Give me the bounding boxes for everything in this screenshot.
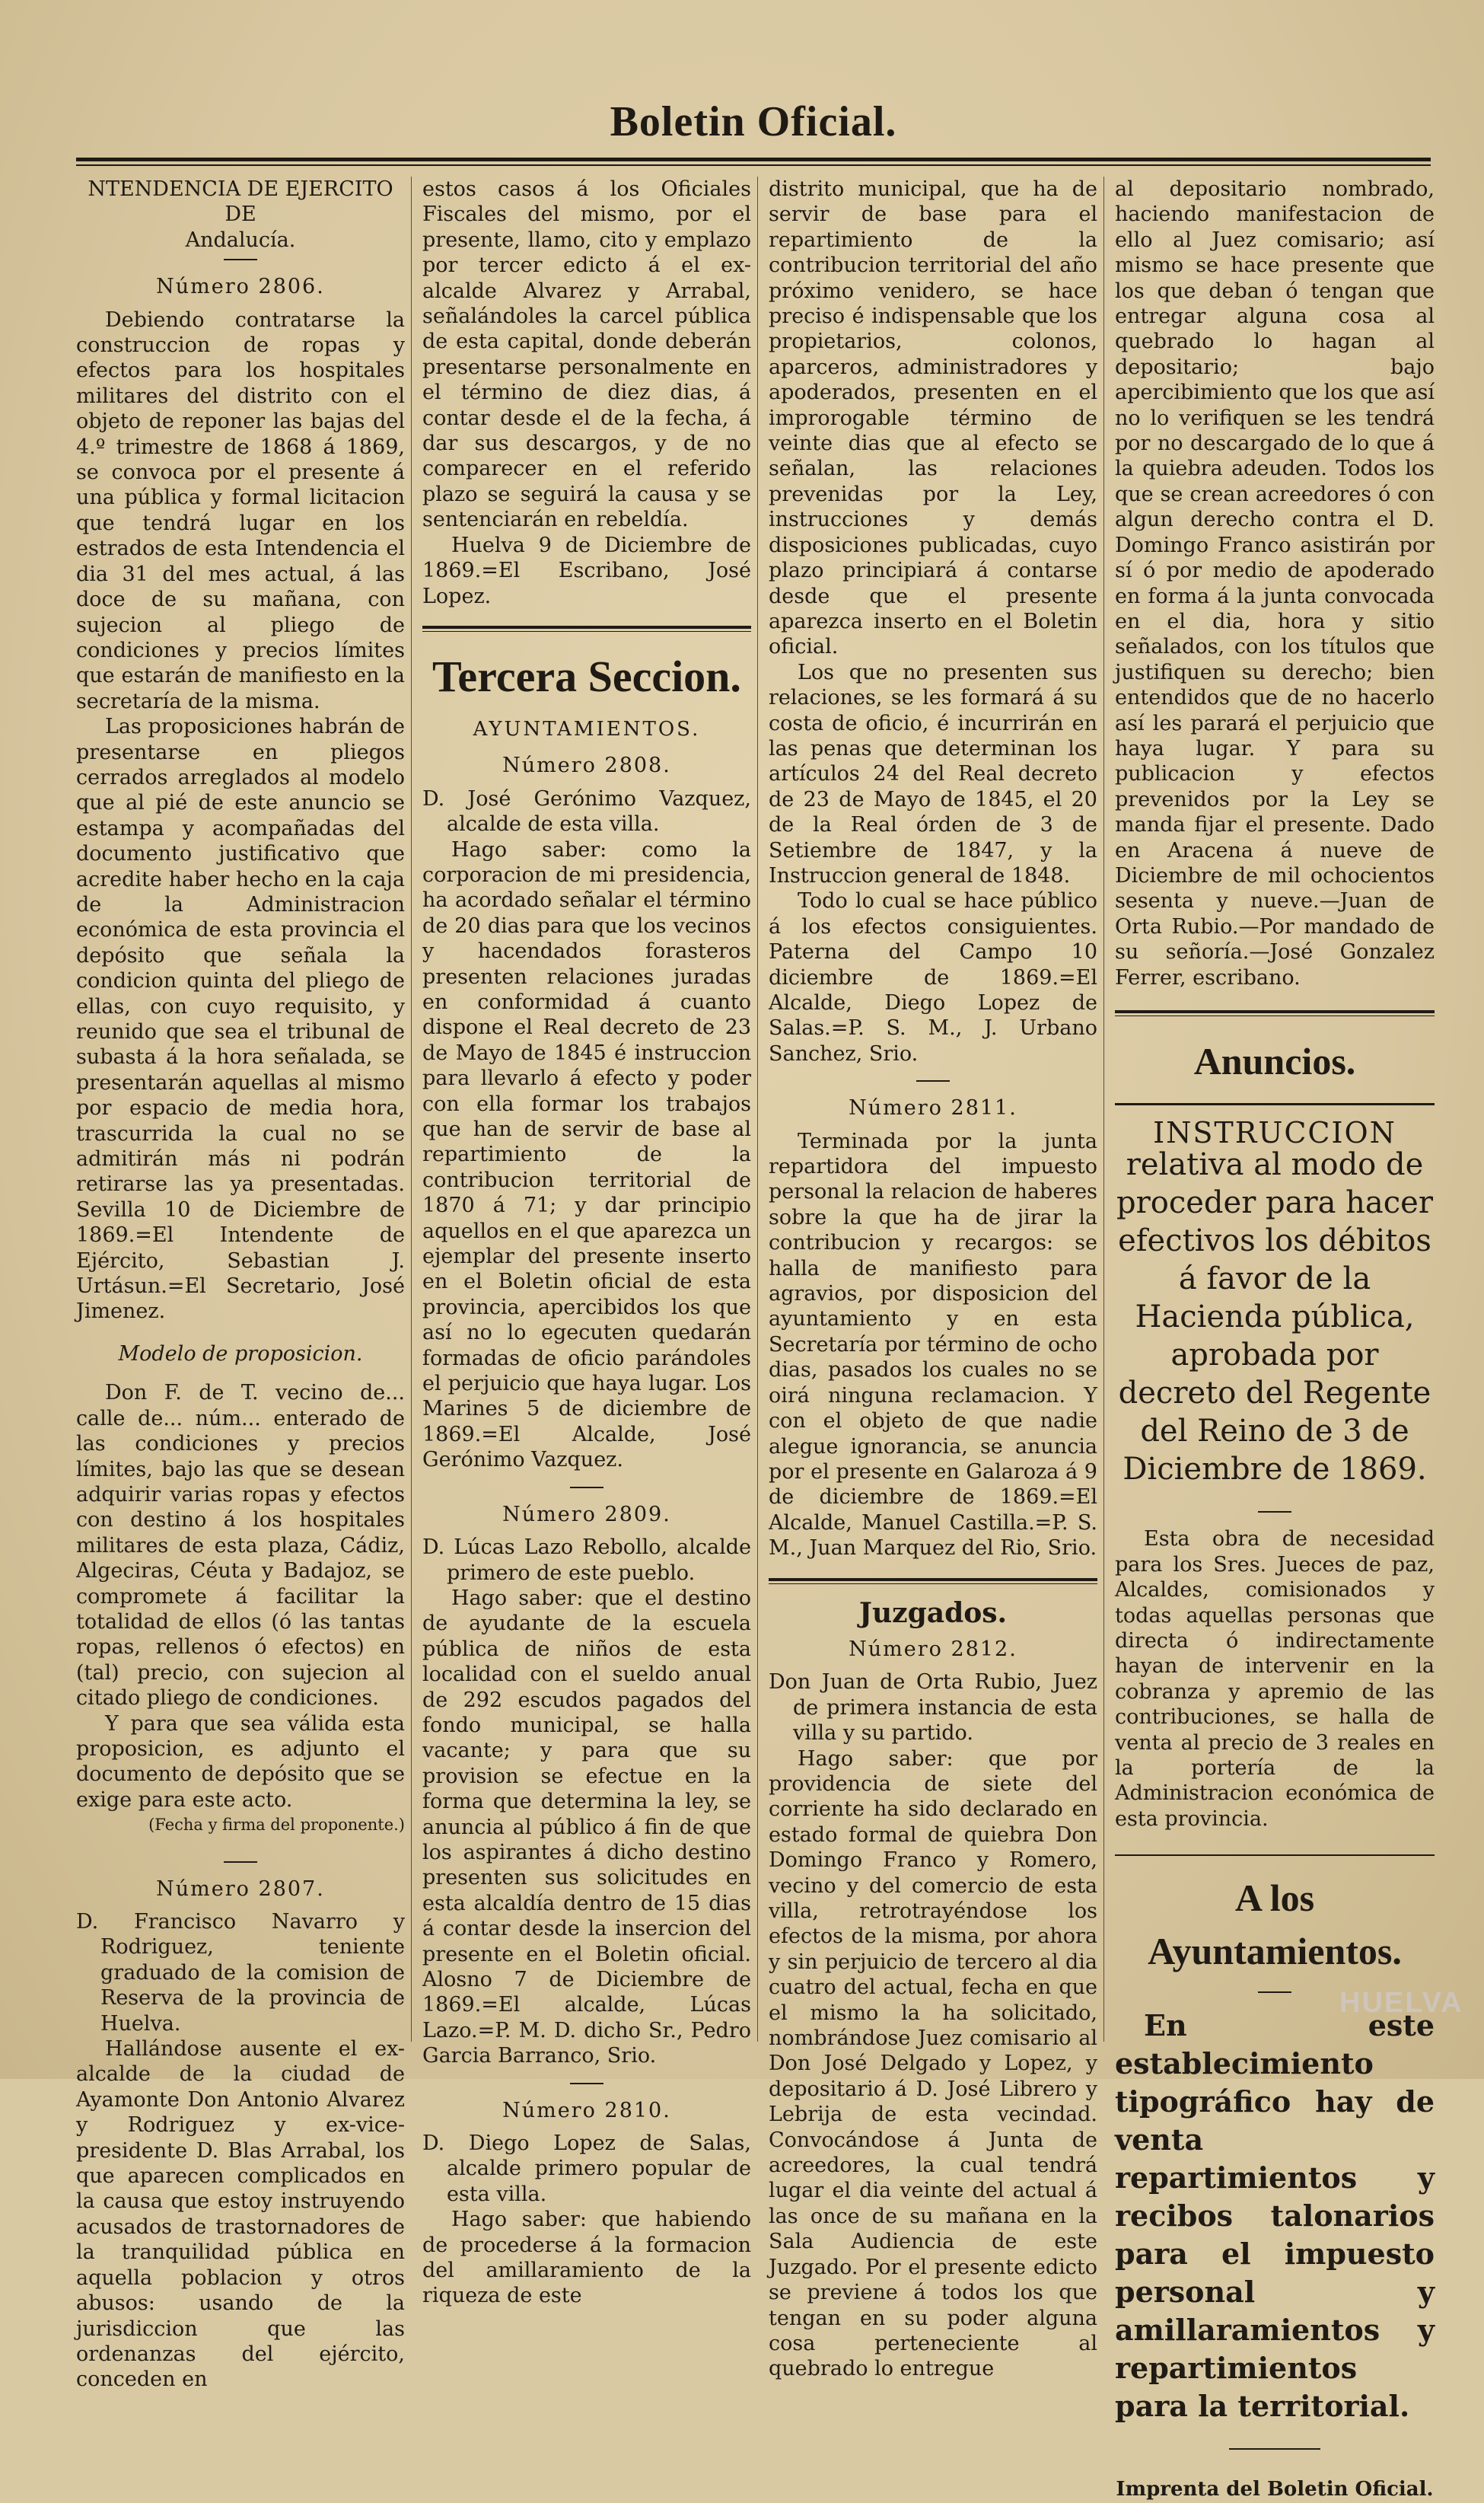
paragraph: Hago saber: que habiendo de procederse á la formacion del amillaramiento de la riqueza de este bbox=[422, 2208, 751, 2308]
instruccion-title: INSTRUCCION bbox=[1153, 1116, 1396, 1149]
masthead-rule bbox=[76, 158, 1431, 161]
intendencia-subheading: Andalucía. bbox=[185, 228, 296, 252]
notice-number: Número 2811. bbox=[849, 1096, 1017, 1121]
section-rule bbox=[1115, 1103, 1435, 1105]
section-rule bbox=[422, 626, 751, 632]
instruccion-body: relativa al modo de proceder para hacer efectivos los débitos á favor de la Hacienda pública, aprobada por decreto del Regente del Reino de 3 de Diciembre de 1869. bbox=[1116, 1147, 1433, 1487]
paragraph: estos casos á los Oficiales Fiscales del mismo, por el presente, llamo, cito y emplazo por tercer edicto á el ex-alcalde Alvarez y Arrabal, señalándoles la carcel pública de esta capital, donde deberán presentarse personalmente en el término de diez dias, á contar desde el de la fecha, á dar sus descargos, y de no comparecer en el referido plazo se seguirá la causa y se sentenciarán en rebeldía. bbox=[422, 177, 751, 532]
paragraph: Hallándose ausente el ex-alcalde de la ciudad de Ayamonte Don Antonio Alvarez y Rodriguez y ex-vice-presidente D. Blas Arrabal, los que aparecen complicados en la causa que estoy instruyendo acusados de trastornadores de la tranquilidad pública en aquella poblacion y otros abusos: usando de la jurisdiccion que las ordenanzas del ejército, conceden en bbox=[76, 2037, 405, 2392]
column-4 bbox=[1115, 177, 1435, 2503]
divider bbox=[570, 2083, 603, 2084]
modelo-heading: Modelo de proposicion. bbox=[118, 1341, 363, 1366]
paragraph: D. Diego Lopez de Salas, alcalde primero popular de esta villa. bbox=[422, 2132, 751, 2206]
column-separator bbox=[1103, 177, 1104, 2042]
paragraph: En este establecimiento tipográfico hay de venta repartimientos y recibos talonarios para el impuesto personal y amillaramientos y repartimientos para la territorial. bbox=[1115, 2008, 1435, 2424]
intendencia-heading: NTENDENCIA DE EJERCITO DE bbox=[88, 177, 393, 227]
paragraph: Terminada por la junta repartidora del impuesto personal la relacion de haberes sobre la que ha de jirar la contribucion y recargos: se halla de manifiesto para agravios, por disposicion del ayuntamiento y en esta Secretaría por término de ocho dias, pasados los cuales no se oirá ninguna reclamacion. Y con el objeto de que nadie alegue ignorancia, se anuncia por el presente en Galaroza á 9 de diciembre de 1869.=El Alcalde, Manuel Castilla.=P. S. M., Juan Marquez del Rio, Srio. bbox=[769, 1129, 1097, 1561]
ayuntamientos-title: A los Ayuntamientos. bbox=[1148, 1876, 1402, 1973]
archive-watermark: HUELVA bbox=[1339, 1987, 1463, 2019]
paragraph: D. Lúcas Lazo Rebollo, alcalde primero de este pueblo. bbox=[422, 1535, 751, 1585]
juzgados-heading: Juzgados. bbox=[858, 1596, 1008, 1629]
notice-number: Número 2807. bbox=[156, 1876, 325, 1901]
paragraph: Huelva 9 de Diciembre de 1869.=El Escribano, José Lopez. bbox=[422, 533, 751, 608]
column-1 bbox=[76, 177, 405, 2393]
paragraph: Debiendo contratarse la construccion de ropas y efectos para los hospitales militares del distrito con el objeto de reponer las bajas del 4.º trimestre de 1868 á 1869, se convoca por el presente á una pública y formal licitacion que tendrá lugar en los estrados de esta Intendencia el dia 31 del mes actual, á las doce de su mañana, con sujecion al pliego de condiciones y precios límites que estarán de manifiesto en la secretaría de la misma. bbox=[76, 308, 405, 713]
divider bbox=[916, 1080, 950, 1082]
paragraph: Todo lo cual se hace público á los efectos consiguientes. Paterna del Campo 10 diciembre de 1869.=El Alcalde, Diego Lopez de Salas.=P. S. M., J. Urbano Sanchez, Srio. bbox=[769, 889, 1097, 1066]
paragraph: Hago saber: que por providencia de siete del corriente ha sido declarado en estado formal de quiebra Don Domingo Franco y Romero, vecino y del comercio de esta villa, retrotrayéndose los efectos de la misma, por ahora y sin perjuicio de tercero al dia cuatro del actual, fecha en que el mismo la ha solicitado, nombrándose Juez comisario al Don José Delgado y Lopez, y depositario á D. José Librero y Lebrija de esta vecindad. Convocándose á Junta de acreedores, la cual tendrá lugar el dia veinte del actual á las once de su mañana en la Sala Audiencia de este Juzgado. Por el presente edicto se previene á todos los que tengan en su poder alguna cosa perteneciente al quebrado lo entregue bbox=[769, 1746, 1097, 2381]
paragraph: D. José Gerónimo Vazquez, alcalde de esta villa. bbox=[422, 786, 751, 837]
notice-number: Número 2812. bbox=[849, 1637, 1017, 1661]
paragraph: D. Francisco Navarro y Rodriguez, teniente graduado de la comision de Reserva de la provincia de Huelva. bbox=[76, 1910, 405, 2036]
divider bbox=[224, 1861, 257, 1863]
printer-imprint: Imprenta del Boletin Oficial. bbox=[1116, 2478, 1434, 2501]
masthead-title: Boletin Oficial. bbox=[610, 98, 897, 145]
notice-number: Número 2810. bbox=[502, 2098, 671, 2122]
typography-ad bbox=[1115, 2007, 1435, 2425]
divider bbox=[1229, 2448, 1320, 2450]
section-subtitle: AYUNTAMIENTOS. bbox=[473, 717, 701, 741]
section-rule bbox=[1115, 1010, 1435, 1016]
masthead-rule-thin bbox=[76, 164, 1431, 166]
signature-note: (Fecha y firma del proponente.) bbox=[148, 1816, 405, 1835]
column-2 bbox=[422, 177, 751, 2309]
paragraph: distrito municipal, que ha de servir de base para el repartimiento de la contribucion territorial del año próximo venidero, se hace preciso é indispensable que los propietarios, colonos, aparceros, administradores y apoderados, presenten en el improrogable término de veinte dias que al efecto se señalan, las relaciones prevenidas por la Ley, instrucciones y demás disposiciones publicadas, cuyo plazo principiará á contarse desde que el presente aparezca inserto en el Boletin oficial. bbox=[769, 177, 1097, 659]
anuncios-title: Anuncios. bbox=[1193, 1040, 1356, 1083]
divider bbox=[224, 259, 257, 260]
notice-number: Número 2806. bbox=[156, 275, 325, 299]
divider bbox=[570, 1487, 603, 1488]
divider bbox=[1258, 1991, 1291, 1993]
paragraph: Don Juan de Orta Rubio, Juez de primera instancia de esta villa y su partido. bbox=[769, 1670, 1097, 1746]
paragraph: Esta obra de necesidad para los Sres. Jueces de paz, Alcaldes, comisionados y todas aquellas personas que directa ó indirectamente hayan de intervenir en la cobranza y apremio de las contribuciones, se halla de venta al precio de 3 reales en la portería de la Administracion económica de esta provincia. bbox=[1115, 1527, 1435, 1831]
paragraph: Los que no presenten sus relaciones, se les formará á su costa de oficio, é incurrirán en las penas que determinan los artículos 24 del Real decreto de 23 de Mayo de 1845, el 20 de la Real órden de 3 de Setiembre de 1847, y la Instruccion general de 1848. bbox=[769, 660, 1097, 888]
notice-number: Número 2808. bbox=[502, 754, 671, 778]
divider bbox=[1258, 1511, 1291, 1513]
column-separator bbox=[411, 177, 412, 2042]
paragraph: Hago saber: que el destino de ayudante de la escuela pública de niños de esta localidad con el sueldo anual de 292 escudos pagados del fondo municipal, se halla vacante; y para que su provision se efectue en la forma que determina la ley, se anuncia al público á fin de que los aspirantes á dicho destino presenten sus solicitudes en esta alcaldía dentro de 15 dias á contar desde la insercion del presente en el Boletin oficial. Alosno 7 de Diciembre de 1869.=El alcalde, Lúcas Lazo.=P. M. D. dicho Sr., Pedro Garcia Barranco, Srio. bbox=[422, 1586, 751, 2068]
section-title: Tercera Seccion. bbox=[432, 651, 741, 701]
paragraph: Y para que sea válida esta proposicion, es adjunto el documento de depósito que se exige para este acto. bbox=[76, 1711, 405, 1812]
paragraph: Don F. de T. vecino de... calle de... núm... enterado de las condiciones y precios límites, bajo las que se desean adquirir varias ropas y efectos con destino á los hospitales militares de esta plaza, Cádiz, Algeciras, Céuta y Badajoz, se compromete á facilitar la totalidad de ellos (ó las tantas ropas, rellenos ó efectos) en (tal) precio, con sujecion al citado pliego de condiciones. bbox=[76, 1381, 405, 1711]
notice-number: Número 2809. bbox=[502, 1502, 671, 1526]
column-separator bbox=[757, 177, 758, 2042]
paragraph: Hago saber: como la corporacion de mi presidencia, ha acordado señalar el término de 20 dias para que los vecinos y hacendados forasteros presenten relaciones juradas en conformidad á cuanto dispone el Real decreto de 23 de Mayo de 1845 é instruccion para llevarlo á efecto y poder con ella formar los trabajos que han de servir de base al repartimiento de la contribucion territorial de 1870 á 71; y dar principio aquellos en el que aparezca un ejemplar del presente inserto en el Boletin oficial de esta provincia, apercibidos los que así no lo egecuten quedarán formadas de oficio parándoles el perjuicio que haya lugar. Los Marines 5 de diciembre de 1869.=El Alcalde, José Gerónimo Vazquez. bbox=[422, 837, 751, 1472]
column-3 bbox=[769, 177, 1097, 2382]
paragraph: Las proposiciones habrán de presentarse en pliegos cerrados arreglados al modelo que al pié de este anuncio se estampa y acompañadas del documento justificativo que acredite haber hecho en la caja de la Administracion económica de esta provincia el depósito que señala la condicion quinta del pliego de ellas, con cuyo requisito, y reunido que sea el tribunal de subasta á la hora señalada, se presentarán aquellas al mismo por espacio de media hora, trascurrida la cual no se admitirán más ni podrán retirarse las ya presentadas. Sevilla 10 de Diciembre de 1869.=El Intendente de Ejército, Sebastian J. Urtásun.=El Secretario, José Jimenez. bbox=[76, 715, 405, 1324]
paragraph: al depositario nombrado, haciendo manifestacion de ello al Juez comisario; así mismo se hace presente que los que deban ó tengan que entregar alguna cosa al quebrado lo hagan al depositario; bajo apercibimiento que los que así no lo verifiquen se les tendrá por no descargado de lo que á la quiebra adeuden. Todos los que se crean acreedores ó con algun derecho contra el D. Domingo Franco asistirán por sí ó por medio de apoderado en forma á la junta convocada en el dia, hora y sitio señalados, con los títulos que justifiquen su derecho; bien entendidos que de no hacerlo así les parará el perjuicio que haya lugar. Y para su publicacion y efectos prevenidos por la Ley se manda fijar el presente. Dado en Aracena á nueve de Diciembre de mil ochocientos sesenta y nueve.—Juan de Orta Rubio.—Por mandado de su señoría.—José Gonzalez Ferrer, escribano. bbox=[1115, 177, 1435, 990]
section-rule bbox=[1115, 1854, 1435, 1856]
section-rule bbox=[769, 1578, 1097, 1584]
